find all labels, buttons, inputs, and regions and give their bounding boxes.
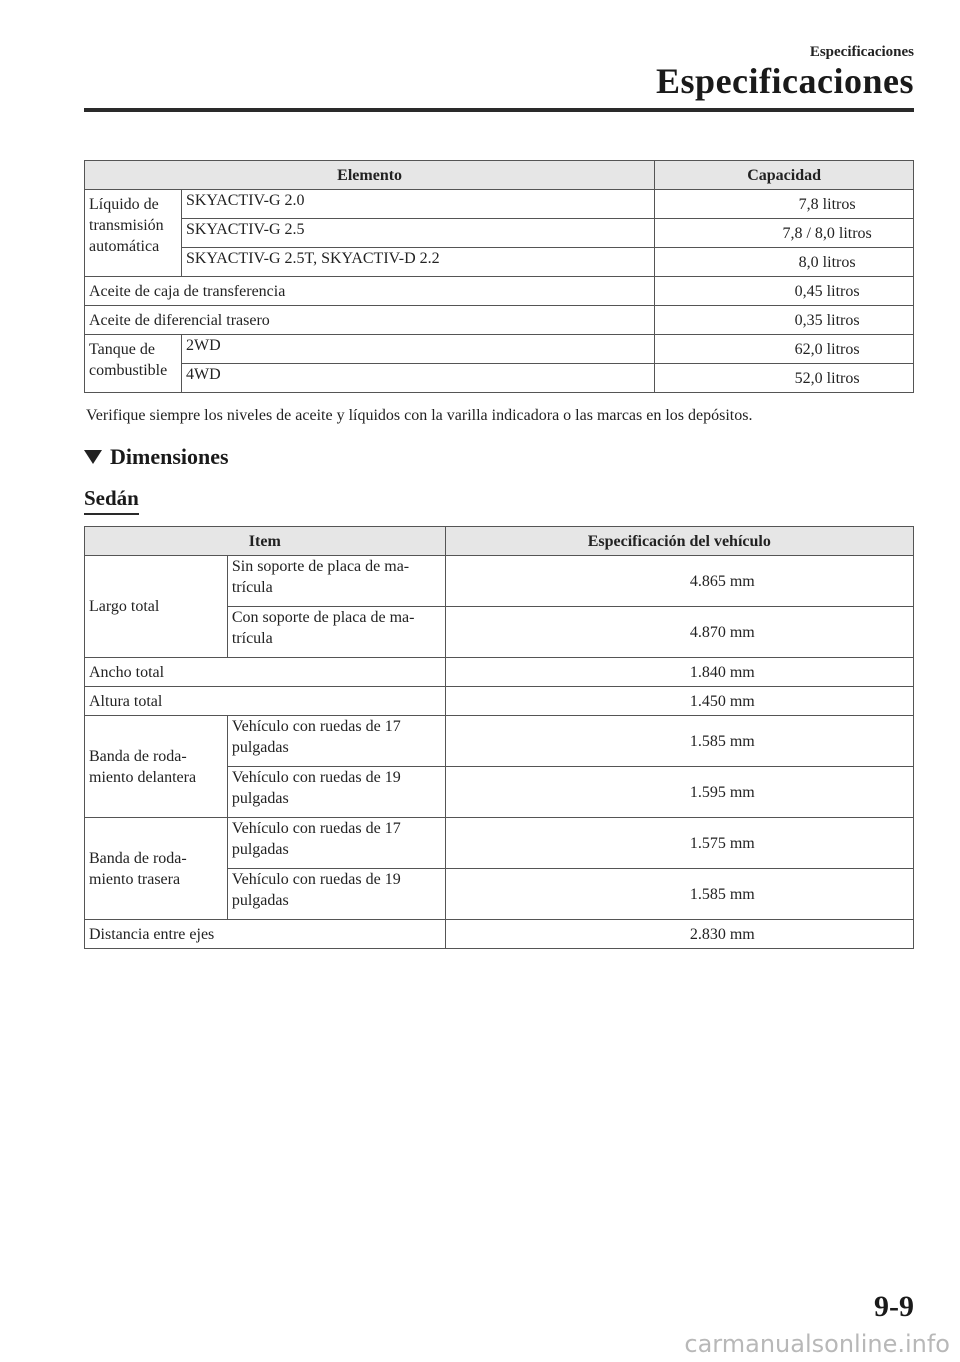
subsection-title: Sedán bbox=[84, 486, 139, 515]
table-row bbox=[85, 658, 914, 687]
value-cell: 1.840 mm bbox=[445, 658, 913, 687]
condition-cell: Vehículo con ruedas de 19 pulgadas bbox=[227, 767, 445, 818]
value-cell: 1.585 mm bbox=[445, 869, 913, 920]
condition-cell: Con soporte de placa de ma- trícula bbox=[227, 607, 445, 658]
section-title: Dimensiones bbox=[110, 444, 229, 469]
rear-track-label: Banda de roda- miento trasera bbox=[85, 818, 228, 920]
height-label: Altura total bbox=[85, 687, 446, 716]
header-section-small: Especificaciones bbox=[809, 44, 914, 60]
rear-diff-oil-value: 0,35 litros bbox=[655, 306, 914, 335]
fuel-tank-label: Tanque de combustible bbox=[85, 335, 182, 393]
header-divider bbox=[84, 108, 914, 112]
transfer-oil-label: Aceite de caja de transferencia bbox=[85, 277, 655, 306]
value-cell: 4.870 mm bbox=[445, 607, 913, 658]
column-header-capacity: Capacidad bbox=[655, 161, 914, 190]
table-row bbox=[85, 219, 914, 248]
value-cell: 1.575 mm bbox=[445, 818, 913, 869]
value-cell: 1.585 mm bbox=[445, 716, 913, 767]
table-row bbox=[85, 920, 914, 949]
table-row bbox=[85, 248, 914, 277]
levels-note: Verifique siempre los niveles de aceite y líquidos con la varilla indicadora o las marcas en los depósitos. bbox=[86, 407, 753, 424]
table-header-row bbox=[85, 161, 914, 190]
transfer-oil-value: 0,45 litros bbox=[655, 277, 914, 306]
condition-cell: Vehículo con ruedas de 17 pulgadas bbox=[227, 716, 445, 767]
value-cell: 1.450 mm bbox=[445, 687, 913, 716]
table-row bbox=[85, 335, 914, 364]
atf-label: Líquido de transmisión automática bbox=[85, 190, 182, 277]
table-header-row bbox=[85, 527, 914, 556]
capacity-cell: 62,0 litros bbox=[655, 335, 914, 364]
table-row bbox=[85, 277, 914, 306]
wheelbase-label: Distancia entre ejes bbox=[85, 920, 446, 949]
engine-cell: SKYACTIV-G 2.5 bbox=[181, 219, 654, 248]
value-cell: 1.595 mm bbox=[445, 767, 913, 818]
condition-cell: Vehículo con ruedas de 17 pulgadas bbox=[227, 818, 445, 869]
table-row bbox=[85, 364, 914, 393]
watermark: carmanualsonline.info bbox=[684, 1330, 950, 1358]
drive-cell: 2WD bbox=[181, 335, 654, 364]
capacity-cell: 8,0 litros bbox=[655, 248, 914, 277]
condition-cell: Vehículo con ruedas de 19 pulgadas bbox=[227, 869, 445, 920]
table-row bbox=[85, 306, 914, 335]
column-header-item: Item bbox=[85, 527, 446, 556]
column-header-spec: Especificación del vehículo bbox=[445, 527, 913, 556]
table-row bbox=[85, 190, 914, 219]
length-label: Largo total bbox=[85, 556, 228, 658]
width-label: Ancho total bbox=[85, 658, 446, 687]
value-cell: 2.830 mm bbox=[445, 920, 913, 949]
rear-diff-oil-label: Aceite de diferencial trasero bbox=[85, 306, 655, 335]
capacity-cell: 7,8 / 8,0 litros bbox=[655, 219, 914, 248]
page-number: 9-9 bbox=[874, 1290, 914, 1323]
header-section-title: Especificaciones bbox=[656, 61, 914, 101]
section-dimensions bbox=[84, 444, 229, 470]
capacity-cell: 52,0 litros bbox=[655, 364, 914, 393]
capacity-cell: 7,8 litros bbox=[655, 190, 914, 219]
value-cell: 4.865 mm bbox=[445, 556, 913, 607]
table-row bbox=[85, 818, 914, 869]
dimensions-table bbox=[84, 526, 914, 949]
engine-cell: SKYACTIV-G 2.0 bbox=[181, 190, 654, 219]
table-row bbox=[85, 687, 914, 716]
capacities-table bbox=[84, 160, 914, 393]
condition-cell: Sin soporte de placa de ma- trícula bbox=[227, 556, 445, 607]
engine-cell: SKYACTIV-G 2.5T, SKYACTIV-D 2.2 bbox=[181, 248, 654, 277]
table-row bbox=[85, 556, 914, 607]
triangle-down-icon bbox=[84, 450, 102, 464]
table-row bbox=[85, 716, 914, 767]
column-header-element: Elemento bbox=[85, 161, 655, 190]
drive-cell: 4WD bbox=[181, 364, 654, 393]
front-track-label: Banda de roda- miento delantera bbox=[85, 716, 228, 818]
